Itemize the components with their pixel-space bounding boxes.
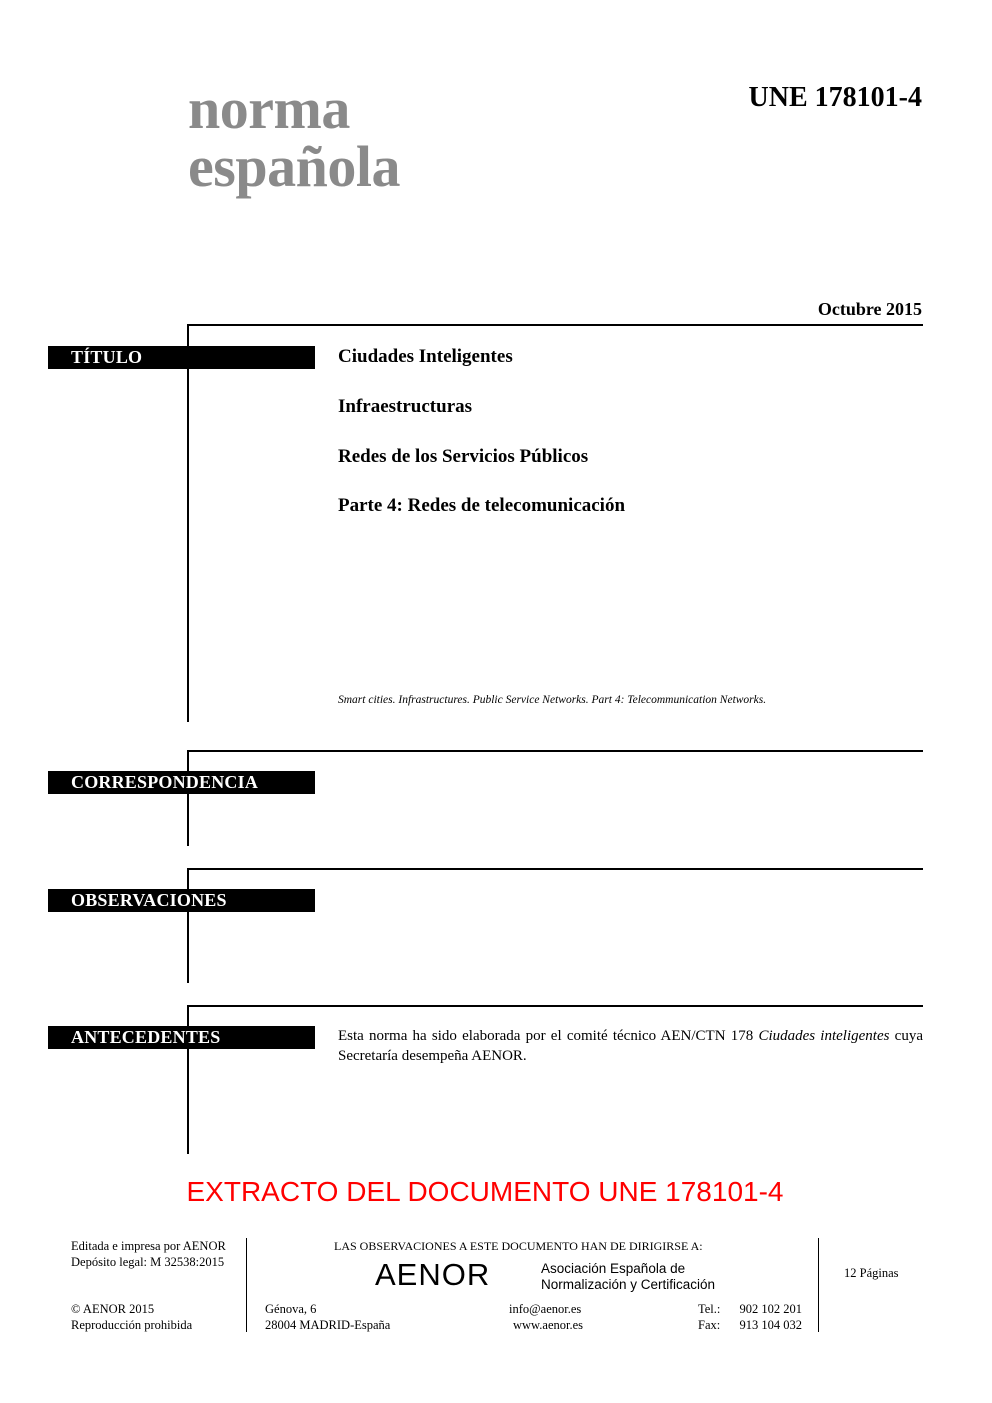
address-line-2: 28004 MADRID-España xyxy=(265,1318,391,1332)
org-name-line-1: Asociación Española de xyxy=(541,1261,686,1276)
fax-label: Fax: xyxy=(698,1318,721,1332)
contact-online xyxy=(509,1301,583,1333)
standard-code: UNE 178101-4 xyxy=(748,82,922,113)
tel-value: 902 102 201 xyxy=(739,1302,802,1316)
section-divider-antecedentes xyxy=(188,1005,923,1007)
email-link[interactable]: info@aenor.es xyxy=(509,1302,582,1316)
footer-copyright-info xyxy=(71,1301,192,1333)
section-label-titulo: TÍTULO xyxy=(48,346,315,369)
title-line-2: Infraestructuras xyxy=(338,396,473,417)
section-rule-correspondencia xyxy=(187,750,189,846)
fax-value: 913 104 032 xyxy=(739,1318,802,1332)
publication-date: Octubre 2015 xyxy=(817,299,922,319)
section-rule-titulo xyxy=(187,324,189,722)
section-rule-observaciones xyxy=(187,868,189,983)
website-link[interactable]: www.aenor.es xyxy=(513,1318,584,1332)
section-label-antecedentes: ANTECEDENTES xyxy=(48,1026,315,1049)
reproduction-notice: Reproducción prohibida xyxy=(71,1318,193,1332)
aenor-logo: AENOR xyxy=(375,1257,491,1292)
antecedentes-text-end: cuya Secretaría desempeña AENOR. xyxy=(338,1028,923,1064)
footer-divider-left xyxy=(246,1238,247,1332)
address xyxy=(265,1301,390,1333)
observations-header: LAS OBSERVACIONES A ESTE DOCUMENTO HAN DE DIRIGIRSE A: xyxy=(334,1239,703,1253)
section-divider-correspondencia xyxy=(188,750,923,752)
brand-line-2: española xyxy=(188,134,400,199)
aenor-org-name xyxy=(541,1261,715,1293)
footer-publisher-info xyxy=(71,1238,226,1270)
section-divider-observaciones xyxy=(188,868,923,870)
section-divider-titulo xyxy=(188,324,923,326)
edited-by: Editada e impresa por AENOR xyxy=(71,1239,226,1253)
copyright: © AENOR 2015 xyxy=(71,1302,155,1316)
contact-phone xyxy=(698,1301,802,1333)
brand-title xyxy=(188,76,400,199)
address-line-1: Génova, 6 xyxy=(265,1302,317,1316)
org-name-line-2: Normalización y Certificación xyxy=(541,1277,716,1292)
legal-deposit: Depósito legal: M 32538:2015 xyxy=(71,1255,225,1269)
page-count: 12 Páginas xyxy=(844,1266,899,1280)
tel-row xyxy=(698,1301,802,1317)
fax-row xyxy=(698,1317,802,1333)
antecedentes-text-start: Esta norma ha sido elaborada por el comité técnico AEN/CTN 178 xyxy=(338,1028,759,1044)
tel-label: Tel.: xyxy=(698,1302,721,1316)
english-title: Smart cities. Infrastructures. Public Service Networks. Part 4: Telecommunication Networks. xyxy=(338,694,767,706)
title-line-4: Parte 4: Redes de telecomunicación xyxy=(338,495,626,516)
brand-line-1: norma xyxy=(188,76,350,141)
title-line-3: Redes de los Servicios Públicos xyxy=(338,446,589,467)
footer-divider-right xyxy=(818,1238,819,1332)
section-label-observaciones: OBSERVACIONES xyxy=(48,889,315,912)
committee-name: Ciudades inteligentes xyxy=(758,1028,890,1044)
antecedentes-text xyxy=(338,1026,923,1066)
section-label-correspondencia: CORRESPONDENCIA xyxy=(48,771,315,794)
extract-notice: EXTRACTO DEL DOCUMENTO UNE 178101-4 xyxy=(186,1176,784,1207)
title-line-1: Ciudades Inteligentes xyxy=(338,346,513,367)
